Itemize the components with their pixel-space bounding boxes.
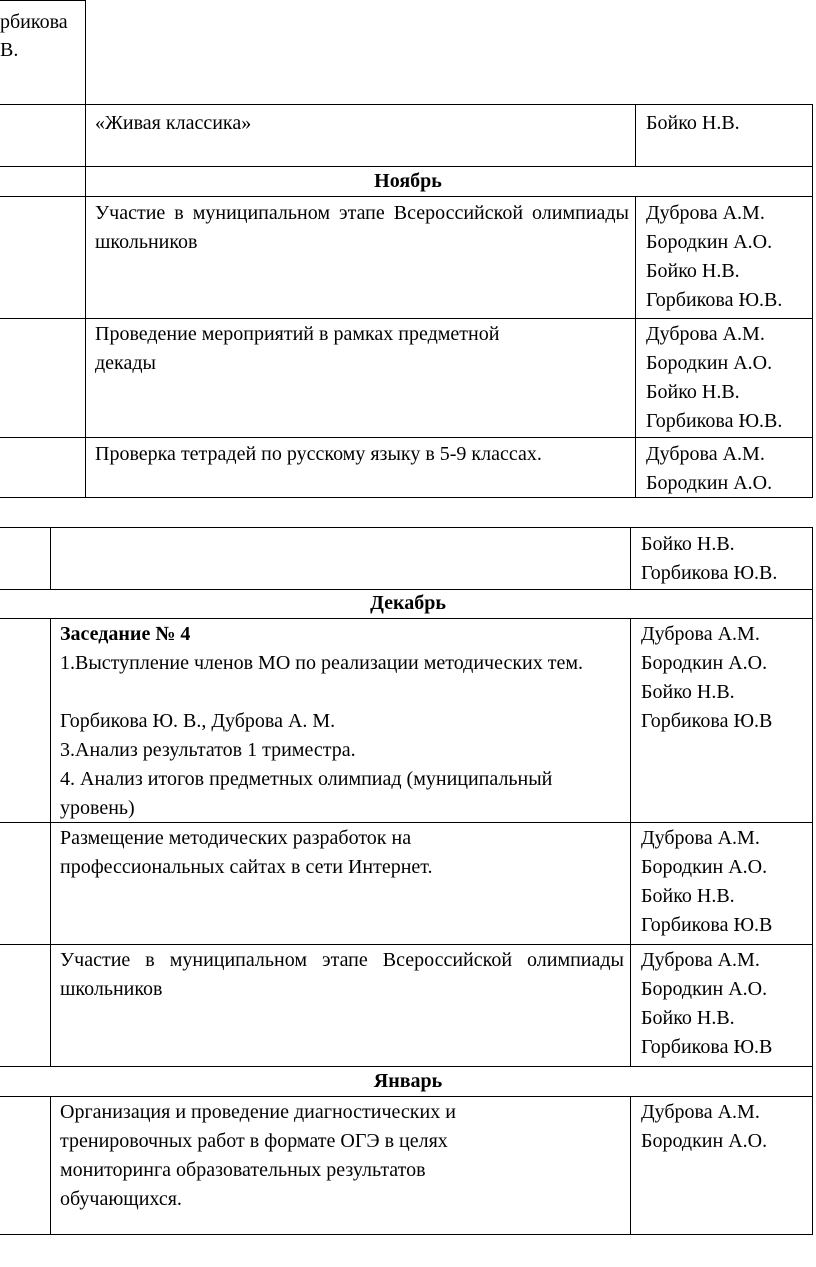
november-resp-2-d: Горбикова Ю.В.	[646, 410, 783, 432]
november-resp-3-a: Дуброва А.М.	[646, 443, 765, 465]
december-resp-1-b: Бородкин А.О.	[641, 652, 768, 674]
month-november-heading: Ноябрь	[374, 170, 442, 192]
november-resp-2-c: Бойко Н.В.	[646, 381, 740, 403]
january-resp-1-b: Бородкин А.О.	[641, 1130, 768, 1152]
meeting-item-3: 3.Анализ результатов 1 триместра.	[60, 739, 356, 761]
december-resp-2-d: Горбикова Ю.В	[641, 914, 773, 936]
meeting-item-1: 1.Выступление членов МО по реализации методических тем.	[60, 652, 584, 674]
continued-resp-b: Горбикова Ю.В.	[641, 562, 778, 584]
meeting-title: Заседание № 4	[60, 623, 191, 645]
december-resp-1-a: Дуброва А.М.	[641, 623, 760, 645]
month-december-heading: Декабрь	[370, 592, 446, 614]
december-resp-3-b: Бородкин А.О.	[641, 978, 768, 1000]
november-resp-1-d: Горбикова Ю.В.	[646, 289, 783, 311]
top-cell-line-1: рбикова	[0, 11, 68, 33]
november-resp-1-a: Дуброва А.М.	[646, 202, 765, 224]
december-resp-2-a: Дуброва А.М.	[641, 827, 760, 849]
november-resp-1-c: Бойко Н.В.	[646, 260, 740, 282]
december-resp-1-c: Бойко Н.В.	[641, 681, 735, 703]
november-event-1: Участие в муниципальном этапе Всероссийской олимпиады школьников	[95, 202, 629, 253]
responsible-zhivaya-klassika: Бойко Н.В.	[646, 112, 740, 134]
november-resp-2-b: Бородкин А.О.	[646, 352, 773, 374]
november-event-3: Проверка тетрадей по русскому языку в 5-9 классах.	[95, 443, 542, 465]
january-resp-1-a: Дуброва А.М.	[641, 1101, 760, 1123]
top-cell-line-2: В.	[0, 39, 19, 61]
december-resp-3-c: Бойко Н.В.	[641, 1007, 735, 1029]
meeting-item-2: Горбикова Ю. В., Дуброва А. М.	[60, 710, 336, 732]
december-resp-3-d: Горбикова Ю.В	[641, 1036, 773, 1058]
november-event-2: Проведение мероприятий в рамках предметной декады	[95, 323, 500, 374]
november-resp-1-b: Бородкин А.О.	[646, 231, 773, 253]
meeting-item-4: 4. Анализ итогов предметных олимпиад (муниципальный уровень)	[60, 768, 553, 819]
january-event-1: Организация и проведение диагностических и тренировочных работ в формате ОГЭ в целях мониторинга образовательных результатов обучающихся.	[60, 1101, 456, 1210]
november-resp-3-b: Бородкин А.О.	[646, 472, 773, 494]
event-zhivaya-klassika: «Живая классика»	[95, 112, 252, 134]
december-resp-1-d: Горбикова Ю.В	[641, 710, 773, 732]
month-january-heading: Январь	[373, 1070, 443, 1092]
december-resp-3-a: Дуброва А.М.	[641, 949, 760, 971]
december-event-2: Размещение методических разработок на профессиональных сайтах в сети Интернет.	[60, 827, 433, 878]
continued-resp-a: Бойко Н.В.	[641, 533, 735, 555]
december-resp-2-c: Бойко Н.В.	[641, 885, 735, 907]
november-resp-2-a: Дуброва А.М.	[646, 323, 765, 345]
december-event-3: Участие в муниципальном этапе Всероссийской олимпиады школьников	[60, 949, 624, 1000]
december-resp-2-b: Бородкин А.О.	[641, 856, 768, 878]
